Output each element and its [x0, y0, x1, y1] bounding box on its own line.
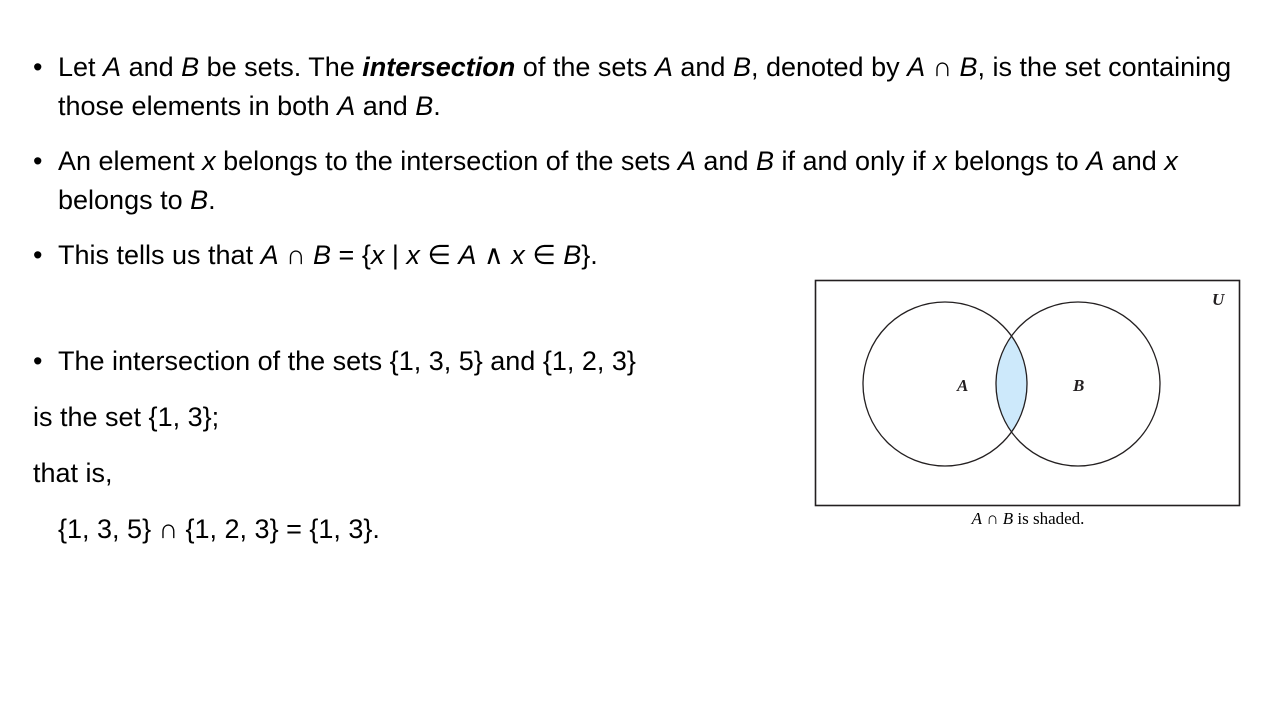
example-that-is-line: that is, [33, 458, 113, 488]
text-segment: ∈ [524, 240, 564, 270]
venn-caption [814, 508, 1242, 530]
text-segment: x [1164, 146, 1178, 176]
text-segment: A [103, 52, 122, 82]
text-segment: | [384, 240, 407, 270]
text-segment: B [181, 52, 200, 82]
text-segment: is shaded. [1013, 509, 1085, 528]
text-segment: A [260, 240, 279, 270]
universe-rectangle [816, 281, 1240, 506]
example-equation-line: {1, 3, 5} ∩ {1, 2, 3} = {1, 3}. [58, 514, 380, 544]
bullet-dot: • [33, 240, 43, 270]
text-segment: A [907, 52, 926, 82]
text-segment: be sets. The [199, 52, 363, 82]
text-segment: A [654, 52, 673, 82]
text-segment: A [677, 146, 696, 176]
bullet-element-membership [33, 142, 1238, 220]
bullet-text [58, 342, 793, 381]
text-segment: B [313, 240, 332, 270]
text-segment: B [563, 240, 582, 270]
text-segment: A [971, 509, 982, 528]
example-result-line: is the set {1, 3}; [33, 402, 220, 432]
bullet-text [58, 48, 1238, 126]
text-segment: , denoted by [750, 52, 908, 82]
universe-label: U [1212, 290, 1225, 309]
text-segment: A [1086, 146, 1105, 176]
bullet-dot: • [33, 346, 43, 376]
text-segment: and [672, 52, 733, 82]
text-segment: of the sets [515, 52, 655, 82]
bullet-set-builder [33, 236, 1238, 275]
text-segment: B [1002, 509, 1014, 528]
text-segment: = { [331, 240, 371, 270]
text-segment: and [1104, 146, 1165, 176]
bullet-text [58, 142, 1238, 220]
bullet-dot: • [33, 146, 43, 176]
text-segment: if and only if [773, 146, 934, 176]
text-segment: and [121, 52, 182, 82]
text-segment: An element [58, 146, 203, 176]
text-segment: belongs to [946, 146, 1087, 176]
text-segment: ∧ [476, 240, 512, 270]
text-segment: , is the set containing those elements in both [58, 52, 1232, 121]
text-segment: This tells us that [58, 240, 261, 270]
text-segment: ∩ [278, 240, 314, 270]
text-segment: x [370, 240, 385, 270]
text-segment: and [695, 146, 756, 176]
text-segment: belongs to [58, 185, 191, 215]
text-segment: ∩ [981, 509, 1003, 528]
venn-diagram-figure [814, 279, 1242, 539]
text-segment: x [406, 240, 420, 270]
text-segment: B [190, 185, 209, 215]
text-segment: . [433, 91, 441, 121]
text-segment: A [337, 91, 356, 121]
text-segment: Let [58, 52, 104, 82]
text-segment: x [511, 240, 525, 270]
text-segment: B [415, 91, 434, 121]
bullet-example [33, 342, 793, 381]
text-segment: intersection [362, 52, 516, 82]
text-segment: B [959, 52, 978, 82]
text-segment: ∈ [419, 240, 459, 270]
bullet-text [58, 236, 1238, 275]
bullet-dot: • [33, 52, 43, 82]
set-b-label: B [1073, 376, 1085, 395]
text-segment: }. [581, 240, 598, 270]
text-segment: . [208, 185, 216, 215]
text-segment: and [355, 91, 416, 121]
text-segment: B [732, 52, 751, 82]
set-a-label: A [957, 376, 969, 395]
text-segment: A [458, 240, 477, 270]
text-segment: ∩ [925, 52, 960, 82]
text-segment: B [755, 146, 774, 176]
text-segment: x [202, 146, 216, 176]
text-segment: belongs to the intersection of the sets [215, 146, 678, 176]
bullet-intersection-definition [33, 48, 1238, 126]
venn-diagram [814, 279, 1242, 509]
text-segment: The intersection of the sets {1, 3, 5} and {1, 2, 3} [58, 346, 636, 376]
text-segment: x [933, 146, 947, 176]
